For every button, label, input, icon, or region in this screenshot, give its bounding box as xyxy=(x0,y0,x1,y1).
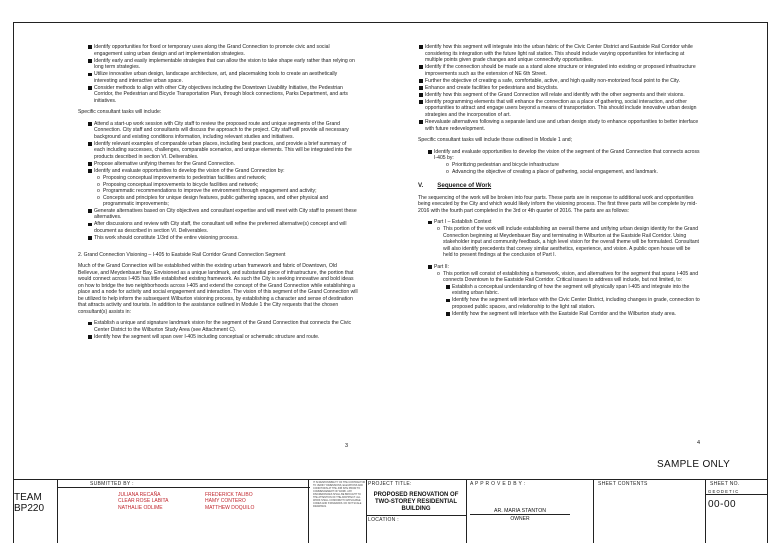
right-page-column xyxy=(418,44,701,318)
task-sub-item: o Proposing conceptual improvements to bicycle facilities and network; xyxy=(96,182,358,189)
part2-bullet: Establish a conceptual understanding of how the segment will physically span I-405 and integrate into the existing urban fabric. xyxy=(445,284,701,297)
task-bullet: Attend a start-up work session with City staff to review the proposed route and unique segments of the Grand Connection. City staff and consultants will discuss the approach to the project. City staff will provide all necessary background and existing conditions information, including relevant studies and initiatives. xyxy=(87,121,358,141)
project-title: PROPOSED RENOVATION OF TWO-STOREY RESIDENTIAL BUILDING xyxy=(373,492,459,512)
left-page-column xyxy=(78,44,358,341)
bullet-item: Identify if the connection should be made as a stand alone structure or integrated into existing or proposed infrastructure improvements such as the extension of NE 6th Street. xyxy=(418,64,701,77)
task-bullet: After discussions and review with City staff, the consultant will refine the preferred alternative(s) concept and will document as described in section VI. Deliverables. xyxy=(87,221,358,234)
section-2-heading: 2. Grand Connection Visioning – I-405 to Eastside Rail Corridor Grand Connection Segment xyxy=(78,251,286,258)
team-code: BP220 xyxy=(14,503,45,514)
bullet-item: Identify early and easily implementable strategies that can allow the vision to take shape early rather than relying on long term strategies. xyxy=(87,58,358,71)
general-notes: IT IS RESPONSIBILITY OF THE CONTRACTOR TO VERIFY DIMENSIONS, ELEVATIONS AND CONDITIONS AT THE JOB SITE PRIOR TO COMMENCEMENT OF WORK. ANY DISCREPANCIES SHALL BE BROUGHT TO THE ATTENTION OF THE ARCHITECT. ALL WORK SHALL CONFORM TO APPLICABLE CODES AND STANDARDS. DO NOT SCALE DRAWINGS. xyxy=(313,481,366,508)
location-label: LOCATION : xyxy=(368,517,399,523)
bullet-item: Further the objective of creating a safe, comfortable, active, and high quality non-motorized focal point to the City. xyxy=(418,78,701,85)
right-specific-tasks-intro: Specific consultant tasks will include those outlined in Module 1 and; xyxy=(418,137,573,144)
submitted-by-label: SUBMITTED BY : xyxy=(90,481,134,487)
sample-only-label: SAMPLE ONLY xyxy=(657,459,731,470)
sheet-contents-label: SHEET CONTENTS xyxy=(598,481,648,487)
task-bullet: Generate alternatives based on City objectives and consultant expertise and will meet with City staff to present these alternatives. xyxy=(87,208,358,221)
task-bullet: This work should constitute 1/3rd of the entire visioning process. xyxy=(87,235,358,242)
task-bullet: Identify and evaluate opportunities to develop the vision of the Grand Connection by: xyxy=(87,168,358,175)
member-name: HAMY CONTERO xyxy=(205,498,246,505)
owner-label: OWNER xyxy=(510,516,530,522)
section-number: V. xyxy=(418,182,424,190)
section-heading xyxy=(418,183,701,190)
sheet-no-rule xyxy=(705,494,768,495)
bullet-item: Identify how the segment will span over I-405 including conceptual or schematic structure and route. xyxy=(87,334,358,341)
project-title-label: PROJECT TITLE: xyxy=(368,481,412,487)
submitted-underline xyxy=(58,487,310,488)
approver-signature-line xyxy=(470,514,570,515)
right-task-bullet: Identify and evaluate opportunities to develop the vision of the segment of the Grand Connection that connects across I-405 by: xyxy=(427,149,701,162)
team-label: TEAM xyxy=(14,492,42,503)
member-name: MATTHEW DOQUILO xyxy=(205,504,255,511)
location-rule xyxy=(366,515,466,516)
page-number-left: 3 xyxy=(345,443,349,449)
member-name: JULIANA RECAÑA xyxy=(118,492,161,498)
title-block-divider xyxy=(593,480,594,543)
member-name: NATHALIE ODLIME xyxy=(118,504,163,511)
task-sub-item: o Advancing the objective of creating a place of gathering, social engagement, and landmark. xyxy=(445,169,701,176)
part2-text: o This portion will consist of establishing a framework, vision, and alternatives for the segment that spans I-405 and connects Downtown to the Eastside Rail Corridor. Critical issues to address will include, but not limited, to: xyxy=(436,271,701,284)
members-col-2 xyxy=(205,492,254,511)
bullet-item: Identify programming elements that will enhance the connection as a place of gathering, social interaction, and other opportunities to attract and engage users beyond a means of transportation. This should include innovative urban design strategies and the incorporation of art. xyxy=(418,99,701,119)
part2-bullet: Identify how the segment will interface with the Civic Center District, including changes in grade, connection to proposed public spaces, and relationship to the light rail station. xyxy=(445,297,701,310)
bullet-item: Enhance and create facilities for pedestrians and bicyclists. xyxy=(418,85,701,92)
title-block-divider xyxy=(308,480,309,543)
task-bullet: Propose alternative unifying themes for the Grand Connection. xyxy=(87,161,358,168)
page-number-right: 4 xyxy=(697,440,701,446)
title-block-divider xyxy=(705,480,706,543)
bullet-item: Utilize innovative urban design, landscape architecture, art, and placemaking tools to create an aesthetically interesting and interactive urban space. xyxy=(87,71,358,84)
team-id xyxy=(14,492,44,514)
part2-bullet: Identify how the segment will interface with the Eastside Rail Corridor and the Wilburton study area. xyxy=(445,311,701,318)
section-2-paragraph: Much of the Grand Connection will be established within the existing urban framework and fabric of Downtown, Old Bellevue, and Meydenbauer Bay. Envisioned as a unique landmark, and substantial piece of infrastructure, the portion that would connect across I-405 has little established existing framework. As such the City is seeking innovative and bold ideas on how to bridge the two neighborhoods across I-405 and extend the concept of the Grand Connection while establishing a place and a node for activity and social engagement and interaction. The vision of this segment of the Grand Connection will be utilized to help inform the subsequent Wilburton visioning process, by establishing a character and sense of destination that attracts activity and tourists. In addition to the assistance outlined in Module 1 the City requests that the chosen consultant(s) assists in: xyxy=(78,263,358,315)
task-sub-item: o Proposing conceptual improvements to pedestrian facilities and network; xyxy=(96,175,358,182)
title-block-divider xyxy=(57,480,58,543)
section-title: Sequence of Work xyxy=(437,182,492,190)
part1-label: Part I – Establish Context xyxy=(427,219,701,226)
task-bullet: Identify relevant examples of comparable urban places, including best practices, and provide a brief summary of each including successes, challenges, comparable scenarios, and unique elements. This will be integrated into the products described in section VI. Deliverables. xyxy=(87,141,358,161)
geodetic-label: GEODETIC xyxy=(708,489,740,494)
sheet-no-label: SHEET NO. xyxy=(710,481,740,487)
task-sub-item: o Concepts and principles for unique design features, public gathering spaces, and other physical and programmatic improvements; xyxy=(96,195,358,208)
member-name: FREDERICK TALIBO xyxy=(205,492,253,498)
part2-label: Part II: xyxy=(427,264,701,271)
sheet-number: 00-00 xyxy=(708,499,737,510)
approved-by-label: A P P R O V E D B Y : xyxy=(470,481,526,487)
approver-name: AR. MARIA STANTON xyxy=(494,508,546,514)
task-sub-item: o Programmatic recommendations to improve the environment through engagement and activity; xyxy=(96,188,358,195)
task-sub-item: o Prioritizing pedestrian and bicycle infrastructure xyxy=(445,162,701,169)
bullet-item: Identify how this segment of the Grand Connection will relate and identify with the other segments and their visions. xyxy=(418,92,701,99)
specific-tasks-intro: Specific consultant tasks will include: xyxy=(78,109,162,116)
member-name: CLEAR ROSE LABITA xyxy=(118,498,169,505)
bullet-item: Identify how this segment will integrate into the urban fabric of the Civic Center District and Eastside Rail Corridor while considering its integration with the future light rail station. This should include varying opportunities for interfacing at multiple points given grade changes and unique connectivity opportunities. xyxy=(418,44,701,64)
members-col-1 xyxy=(118,492,168,511)
bullet-item: Identify opportunities for fixed or temporary uses along the Grand Connection to promote civic and social engagement using urban design and art implementation strategies. xyxy=(87,44,358,57)
bullet-item: Establish a unique and signature landmark vision for the segment of the Grand Connection that connects the Civic Center District to the Wilburton Study Area (see Attachment C). xyxy=(87,320,358,333)
title-block-divider xyxy=(466,480,467,543)
title-block-divider xyxy=(366,480,367,543)
part1-text: o This portion of the work will include establishing an overall theme and unifying urban design identity for the Grand Connection beginning at Meydenbauer Bay and terminating in Wilburton at the Eastside Rail Corridor. Using stakeholder input and community feedback, a high level vision for the overall theme will be formulated. Consultant will also identify precedents that convey similar aesthetics, experience, and vision. A public open house will be held to present findings at the conclusion of Part I. xyxy=(436,226,701,259)
section-paragraph: The sequencing of the work will be broken into four parts. These parts are in response to additional work and opportunities being executed by the City and which would likely inform the visioning process. The first three parts will be complete by mid-2016 with the fourth part completed in the 3rd or 4th quarter of 2016. The parts are as follows: xyxy=(418,194,698,214)
bullet-item: Reevaluate alternatives following a separate land use and urban design study to enhance opportunities to better interface with future redevelopment. xyxy=(418,119,701,132)
bullet-item: Consider methods to align with other City objectives including the Downtown Livability Initiative, the Pedestrian Corridor, the Pedestrian and Bicycle Transportation Plan, through block connections, Parks Department, and arts initiatives. xyxy=(87,85,358,105)
